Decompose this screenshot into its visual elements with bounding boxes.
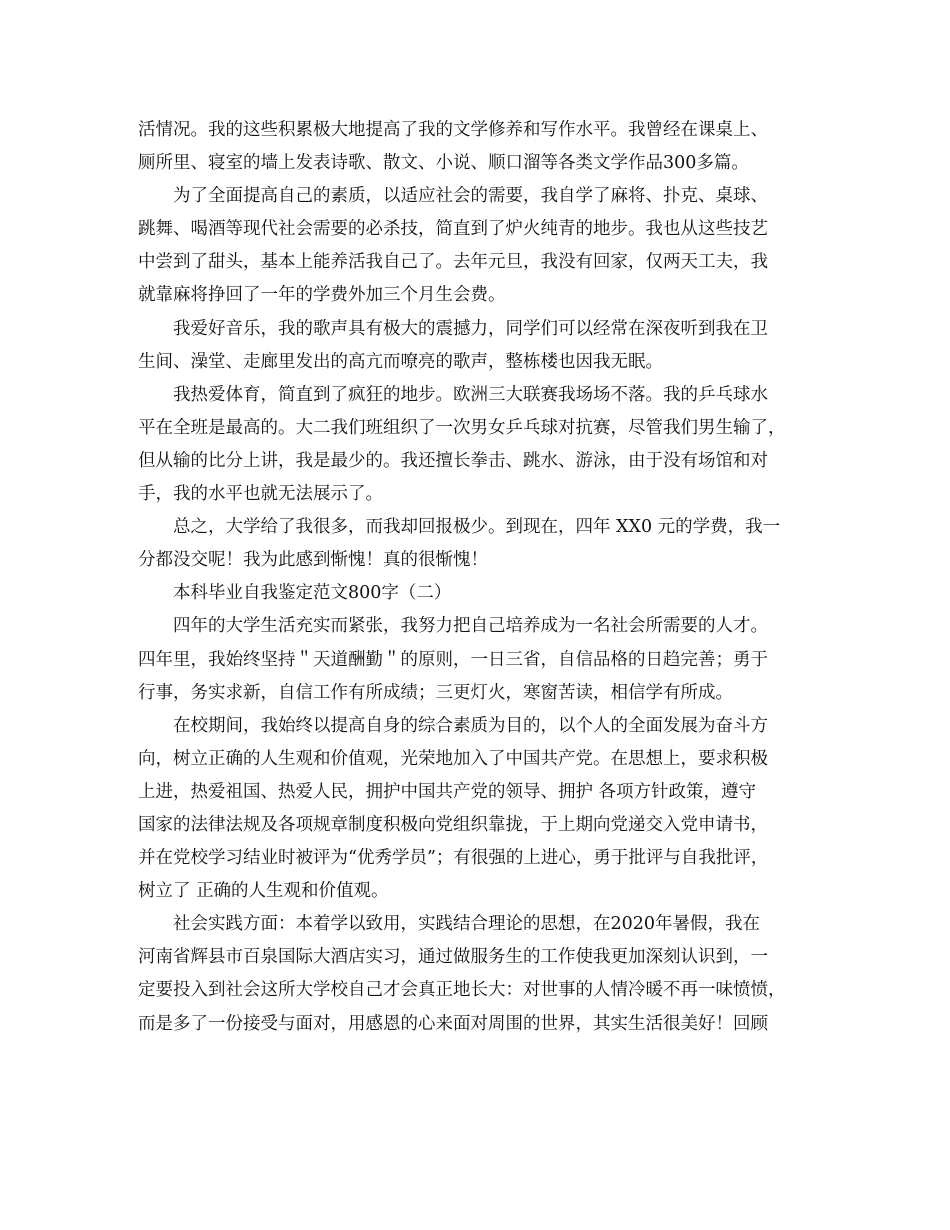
- text-line: 上进，热爱祖国、热爱人民，拥护中国共产党的领导、拥护 各项方针政策，遵守: [138, 781, 757, 802]
- text-line: 平在全班是最高的。大二我们班组织了一次男女乒乓球对抗赛，尽管我们男生输了，: [138, 417, 786, 438]
- text-line: 本科毕业自我鉴定范文800字（二）: [173, 583, 452, 604]
- text-line: 在校期间，我始终以提高自身的综合素质为目的，以个人的全面发展为奋斗方: [173, 715, 768, 736]
- text-line: 总之，大学给了我很多，而我却回报极少。到现在，四年 XX0 元的学费，我一: [173, 517, 781, 538]
- text-line: 就靠麻将挣回了一年的学费外加三个月生会费。: [138, 285, 506, 306]
- text-line: 厕所里、寝室的墙上发表诗歌、散文、小说、顺口溜等各类文学作品300多篇。: [138, 153, 749, 174]
- text-line: 我热爱体育，简直到了疯狂的地步。欧洲三大联赛我场场不落。我的乒乓球水: [173, 384, 768, 405]
- text-line: 树立了 正确的人生观和价值观。: [138, 881, 389, 902]
- text-line: 但从输的比分上讲，我是最少的。我还擅长拳击、跳水、游泳，由于没有场馆和对: [138, 450, 768, 471]
- text-line: 向，树立正确的人生观和价值观，光荣地加入了中国共产党。在思想上，要求积极: [138, 748, 768, 769]
- text-line: 国家的法律法规及各项规章制度积极向党组织靠拢，于上期向党递交入党申请书，: [138, 814, 768, 835]
- text-line: 分都没交呢！我为此感到惭愧！真的很惭愧！: [138, 550, 488, 571]
- text-line: 生间、澡堂、走廊里发出的高亢而嘹亮的歌声，整栋楼也因我无眠。: [138, 351, 663, 372]
- text-line: 河南省辉县市百泉国际大酒店实习，通过做服务生的工作使我更加深刻认识到，一: [138, 947, 768, 968]
- text-line: 定要投入到社会这所大学校自己才会真正地长大：对世事的人情冷暖不再一味愤愤，: [138, 980, 786, 1001]
- text-line: 我爱好音乐，我的歌声具有极大的震撼力，同学们可以经常在深夜听到我在卫: [173, 318, 768, 339]
- document-body: [138, 114, 820, 1041]
- text-line: 中尝到了甜头，基本上能养活我自己了。去年元旦，我没有回家，仅两天工夫，我: [138, 252, 768, 273]
- text-line: 社会实践方面：本着学以致用，实践结合理论的思想，在2020年暑假，我在: [173, 914, 761, 935]
- text-line: 四年里，我始终坚持＂天道酬勤＂的原则，一日三省，自信品格的日趋完善；勇于: [138, 649, 768, 670]
- text-line: 手，我的水平也就无法展示了。: [138, 484, 383, 505]
- text-line: 跳舞、喝酒等现代社会需要的必杀技，简直到了炉火纯青的地步。我也从这些技艺: [138, 219, 768, 240]
- text-line: 而是多了一份接受与面对，用感恩的心来面对周围的世界，其实生活很美好！回顾: [138, 1013, 768, 1034]
- text-line: 活情况。我的这些积累极大地提高了我的文学修养和写作水平。我曾经在课桌上、: [138, 120, 768, 140]
- text-line: 四年的大学生活充实而紧张，我努力把自己培养成为一名社会所需要的人才。: [173, 616, 768, 637]
- text-line: 为了全面提高自己的素质，以适应社会的需要，我自学了麻将、扑克、桌球、: [173, 186, 768, 207]
- text-line: 行事，务实求新，自信工作有所成绩；三更灯火，寒窗苦读，相信学有所成。: [138, 682, 733, 703]
- text-line: 并在党校学习结业时被评为“优秀学员”；有很强的上进心，勇于批评与自我批评，: [138, 848, 769, 869]
